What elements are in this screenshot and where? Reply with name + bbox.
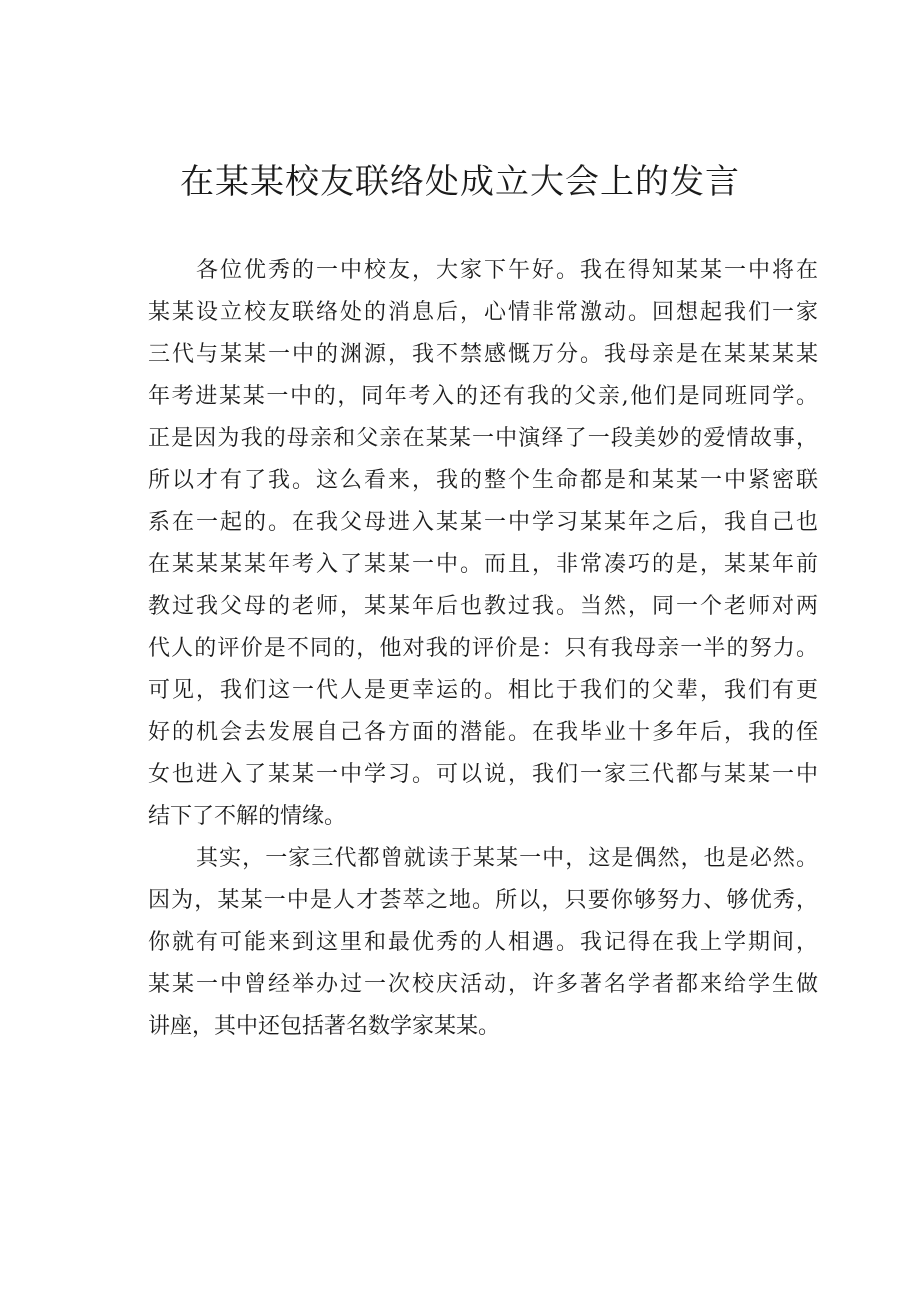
paragraph-line: 系在一起的。在我父母进入某某一中学习某某年之后，我自己也 bbox=[148, 510, 818, 535]
paragraph-line: 因为，某某一中是人才荟萃之地。所以，只要你够努力、够优秀， bbox=[148, 888, 818, 913]
paragraph-line: 年考进某某一中的，同年考入的还有我的父亲,他们是同班同学。 bbox=[148, 384, 818, 409]
paragraph-line: 你就有可能来到这里和最优秀的人相遇。我记得在我上学期间， bbox=[148, 930, 818, 955]
paragraph-line: 可见，我们这一代人是更幸运的。相比于我们的父辈，我们有更 bbox=[148, 678, 818, 703]
paragraph-line: 在某某某某年考入了某某一中。而且，非常凑巧的是，某某年前 bbox=[148, 552, 818, 577]
document-body bbox=[148, 250, 818, 1048]
paragraph-line: 教过我父母的老师，某某年后也教过我。当然，同一个老师对两 bbox=[148, 594, 818, 619]
paragraph-2 bbox=[148, 838, 818, 1048]
paragraph-line: 代人的评价是不同的，他对我的评价是：只有我母亲一半的努力。 bbox=[148, 636, 818, 661]
paragraph-line: 正是因为我的母亲和父亲在某某一中演绎了一段美妙的爱情故事， bbox=[148, 426, 818, 451]
paragraph-1 bbox=[148, 250, 818, 838]
document-title: 在某某校友联络处成立大会上的发言 bbox=[180, 162, 740, 202]
paragraph-line: 其实，一家三代都曾就读于某某一中，这是偶然，也是必然。 bbox=[196, 846, 818, 871]
paragraph-line: 讲座，其中还包括著名数学家某某。 bbox=[148, 1014, 501, 1039]
paragraph-line: 三代与某某一中的渊源，我不禁感慨万分。我母亲是在某某某某 bbox=[148, 342, 818, 367]
paragraph-line: 女也进入了某某一中学习。可以说，我们一家三代都与某某一中 bbox=[148, 762, 818, 787]
paragraph-line: 某某一中曾经举办过一次校庆活动，许多著名学者都来给学生做 bbox=[148, 972, 818, 997]
paragraph-line: 各位优秀的一中校友，大家下午好。我在得知某某一中将在 bbox=[196, 258, 818, 283]
paragraph-line: 某某设立校友联络处的消息后，心情非常激动。回想起我们一家 bbox=[148, 300, 818, 325]
paragraph-line: 所以才有了我。这么看来，我的整个生命都是和某某一中紧密联 bbox=[148, 468, 818, 493]
paragraph-line: 结下了不解的情缘。 bbox=[148, 804, 347, 829]
paragraph-line: 好的机会去发展自己各方面的潜能。在我毕业十多年后，我的侄 bbox=[148, 720, 818, 745]
